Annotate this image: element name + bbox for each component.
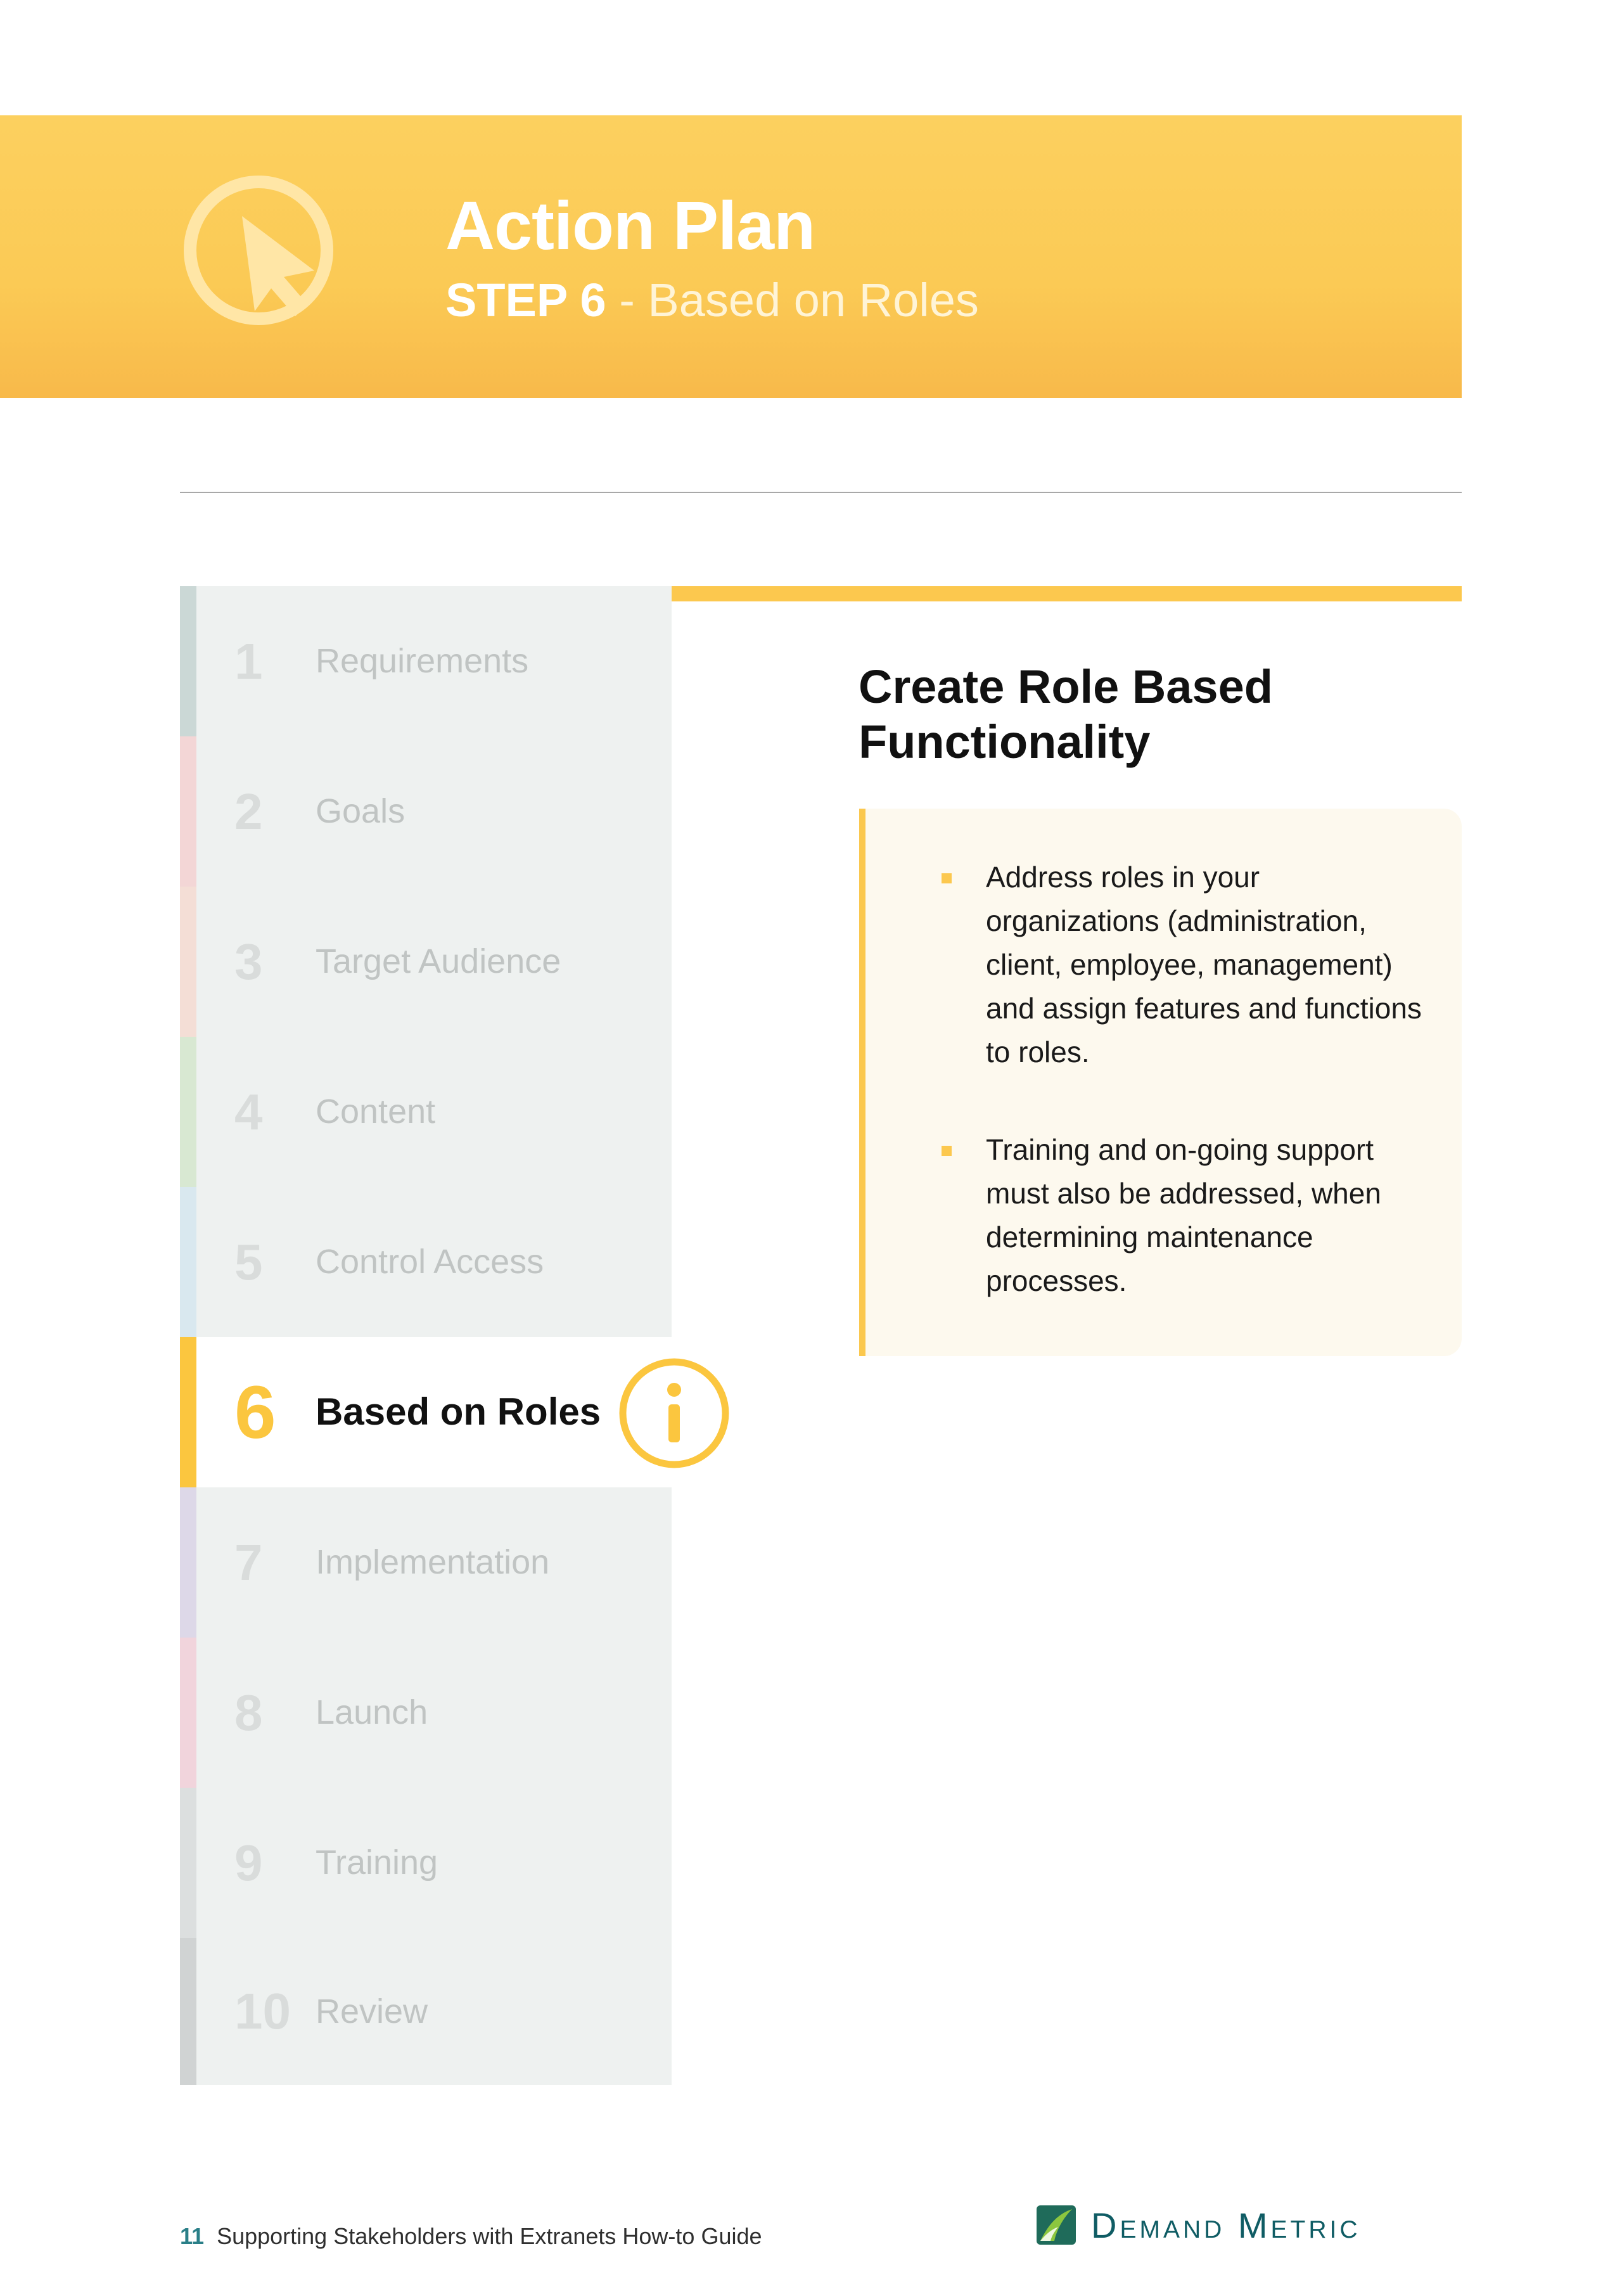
step-label: Control Access <box>316 1243 544 1281</box>
cursor-click-icon <box>184 176 348 340</box>
logo-mark-icon <box>1035 2204 1077 2246</box>
bullet-text: Training and on-going support must also be addressed, when determining maintenance processes. <box>986 1133 1381 1297</box>
step-number: STEP 6 <box>445 274 606 326</box>
info-icon <box>617 1356 731 1470</box>
page-footer <box>180 2223 762 2250</box>
step-number: 6 <box>234 1370 276 1454</box>
step-label: Review <box>316 1992 428 2030</box>
bullet-square-icon <box>942 873 952 883</box>
step-label: Goals <box>316 792 406 831</box>
step-accent-bar <box>180 1638 196 1788</box>
bullet-item <box>986 1128 1429 1303</box>
step-number: 8 <box>234 1684 263 1741</box>
bullet-item <box>986 856 1429 1074</box>
step-label: Launch <box>316 1693 428 1732</box>
step-label: Training <box>316 1844 438 1882</box>
step-label: Implementation <box>316 1543 550 1582</box>
step-separator: - <box>606 274 648 326</box>
step-accent-bar <box>180 1037 196 1187</box>
steps-navigation <box>180 586 672 2085</box>
step-number: 3 <box>234 933 263 990</box>
content-panel <box>859 809 1462 1356</box>
step-item-based-on-roles[interactable] <box>180 1337 672 1487</box>
step-number: 7 <box>234 1534 263 1591</box>
step-number: 1 <box>234 632 263 689</box>
bullet-square-icon <box>942 1146 952 1156</box>
section-heading-line: Functionality <box>859 715 1151 769</box>
step-name: Based on Roles <box>648 274 979 326</box>
step-number: 5 <box>234 1233 263 1290</box>
demand-metric-logo <box>1035 2203 1361 2247</box>
section-heading <box>859 659 1429 770</box>
step-label: Target Audience <box>316 942 561 981</box>
step-item-review[interactable] <box>180 1938 672 2085</box>
step-accent-bar <box>180 887 196 1037</box>
step-accent-bar <box>180 736 196 887</box>
section-heading-line: Create Role Based <box>859 660 1273 713</box>
page-subtitle <box>445 274 979 326</box>
content-accent-bar <box>672 586 1462 601</box>
step-item-training[interactable] <box>180 1788 672 1938</box>
brand-name: Demand Metric <box>1091 2205 1361 2245</box>
step-item-implementation[interactable] <box>180 1487 672 1638</box>
step-label: Content <box>316 1093 436 1131</box>
step-item-goals[interactable] <box>180 736 672 887</box>
page-title: Action Plan <box>445 187 815 264</box>
step-number: 9 <box>234 1834 263 1891</box>
step-item-control-access[interactable] <box>180 1187 672 1337</box>
action-plan-banner <box>0 115 1462 398</box>
step-item-target-audience[interactable] <box>180 887 672 1037</box>
divider <box>180 492 1462 493</box>
step-label: Based on Roles <box>316 1390 601 1433</box>
bullet-text: Address roles in your organizations (administration, client, employee, management) and assign features and functions to roles. <box>986 861 1422 1068</box>
step-accent-bar <box>180 1187 196 1337</box>
step-accent-bar <box>180 1938 196 2085</box>
step-number: 2 <box>234 783 263 840</box>
guide-title: Supporting Stakeholders with Extranets How-to Guide <box>217 2223 762 2249</box>
step-item-launch[interactable] <box>180 1638 672 1788</box>
step-accent-bar <box>180 1788 196 1938</box>
step-accent-bar <box>180 1487 196 1638</box>
step-number: 4 <box>234 1083 263 1140</box>
page-number: 11 <box>180 2223 205 2249</box>
step-item-requirements[interactable] <box>180 586 672 736</box>
step-item-content[interactable] <box>180 1037 672 1187</box>
step-accent-bar <box>180 1337 196 1487</box>
step-label: Requirements <box>316 642 529 681</box>
step-accent-bar <box>180 586 196 736</box>
step-number: 10 <box>234 1983 291 2039</box>
